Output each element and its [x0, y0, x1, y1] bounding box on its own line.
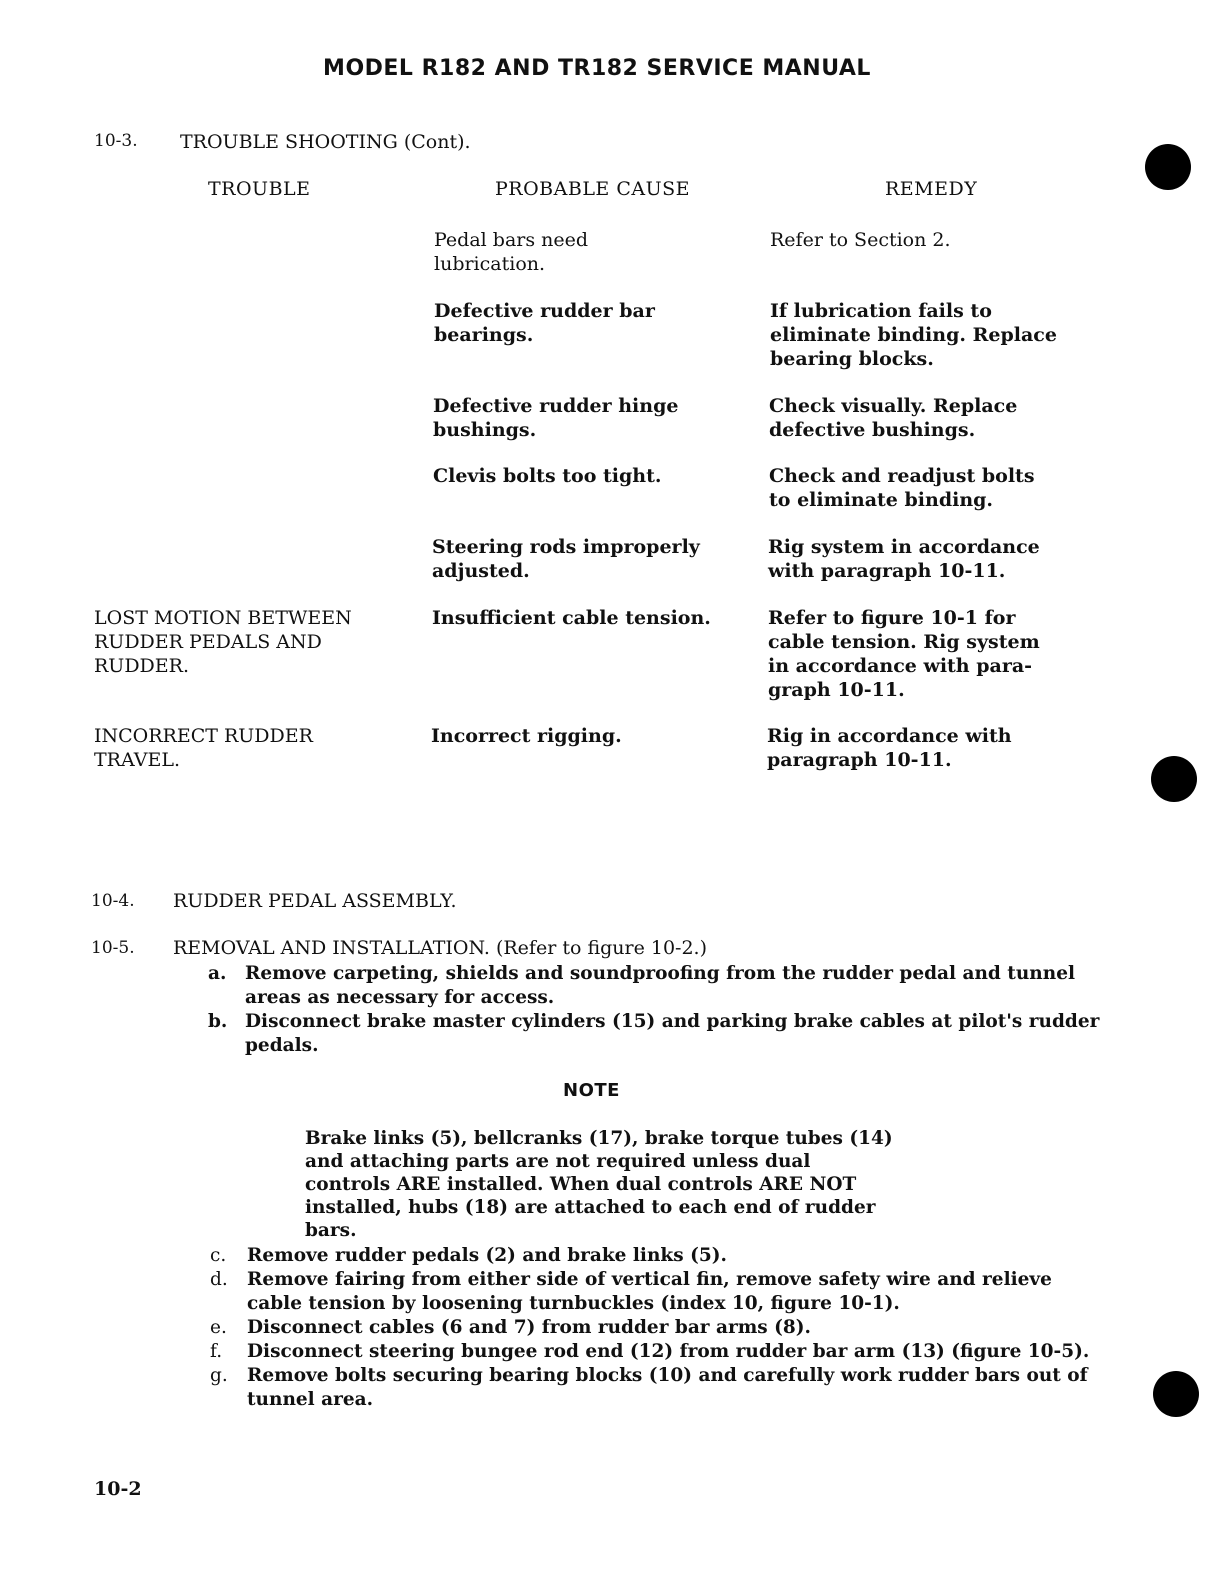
- list-item: [210, 1316, 1110, 1340]
- step-text: Disconnect brake master cylinders (15) and parking brake cables at pilot's rudder pedals.: [245, 1011, 1100, 1056]
- remedy-cell: Refer to Section 2.: [770, 229, 951, 251]
- cause-cell: Clevis bolts too tight.: [433, 465, 662, 487]
- remedy-cell: If lubrication fails to eliminate binding. Replace bearing blocks.: [770, 300, 1057, 370]
- cause-cell: Incorrect rigging.: [431, 725, 622, 747]
- step-text: Remove rudder pedals (2) and brake links (5).: [247, 1245, 727, 1266]
- step-letter: e.: [210, 1317, 227, 1338]
- trouble-cell: LOST MOTION BETWEEN RUDDER PEDALS AND RUDDER.: [94, 607, 352, 677]
- note-text: Brake links (5), bellcranks (17), brake torque tubes (14) and attaching parts are not required unless dual controls ARE installed. When dual controls ARE NOT installed, hubs (18) are attached to each end of rudder bars.: [305, 1128, 893, 1241]
- step-letter: d.: [210, 1269, 228, 1290]
- section-10-3-number: 10-3.: [94, 131, 138, 151]
- remedy-cell: Rig in accordance with paragraph 10-11.: [767, 725, 1012, 771]
- page-number: 10-2: [94, 1478, 142, 1500]
- steps-after-note: [210, 1244, 1110, 1412]
- manual-title: MODEL R182 AND TR182 SERVICE MANUAL: [323, 56, 871, 81]
- section-10-5-number: 10-5.: [91, 938, 135, 958]
- list-item: [208, 1010, 1108, 1058]
- list-item: [210, 1364, 1110, 1412]
- column-header-trouble: TROUBLE: [208, 178, 311, 200]
- binder-hole-top: [1145, 144, 1191, 190]
- list-item: [208, 962, 1108, 1010]
- list-item: [210, 1268, 1110, 1316]
- step-text: Disconnect steering bungee rod end (12) from rudder bar arm (13) (figure 10-5).: [247, 1341, 1090, 1362]
- cause-cell: Defective rudder hinge bushings.: [433, 395, 679, 441]
- trouble-cell: INCORRECT RUDDER TRAVEL.: [94, 725, 313, 771]
- step-letter: c.: [210, 1245, 227, 1266]
- note-heading: NOTE: [563, 1080, 620, 1101]
- binder-hole-middle: [1151, 756, 1197, 802]
- column-header-remedy: REMEDY: [885, 178, 978, 200]
- steps-before-note: [208, 962, 1108, 1058]
- cause-cell: Steering rods improperly adjusted.: [432, 536, 700, 582]
- step-text: Remove bolts securing bearing blocks (10) and carefully work rudder bars out of tunnel area.: [247, 1365, 1088, 1410]
- step-text: Disconnect cables (6 and 7) from rudder bar arms (8).: [247, 1317, 811, 1338]
- section-10-5-title: REMOVAL AND INSTALLATION. (Refer to figure 10-2.): [173, 937, 708, 959]
- cause-cell: Insufficient cable tension.: [432, 607, 711, 629]
- remedy-cell: Rig system in accordance with paragraph 10-11.: [768, 536, 1040, 582]
- column-header-probable-cause: PROBABLE CAUSE: [495, 178, 690, 200]
- remedy-cell: Refer to figure 10-1 for cable tension. Rig system in accordance with para- graph 10-11.: [768, 607, 1040, 701]
- step-text: Remove fairing from either side of vertical fin, remove safety wire and relieve cable tension by loosening turnbuckles (index 10, figure 10-1).: [247, 1269, 1052, 1314]
- list-item: [210, 1244, 1110, 1268]
- remedy-cell: Check visually. Replace defective bushings.: [769, 395, 1018, 441]
- cause-cell: Pedal bars need lubrication.: [434, 229, 589, 275]
- section-10-4-number: 10-4.: [91, 891, 135, 911]
- step-letter: b.: [208, 1011, 228, 1032]
- step-letter: a.: [208, 963, 227, 984]
- step-letter: f.: [210, 1341, 223, 1362]
- binder-hole-bottom: [1153, 1371, 1199, 1417]
- section-10-4-title: RUDDER PEDAL ASSEMBLY.: [173, 890, 457, 912]
- list-item: [210, 1340, 1110, 1364]
- step-letter: g.: [210, 1365, 228, 1386]
- cause-cell: Defective rudder bar bearings.: [434, 300, 655, 346]
- step-text: Remove carpeting, shields and soundproofing from the rudder pedal and tunnel areas as necessary for access.: [245, 963, 1075, 1008]
- section-10-3-title: TROUBLE SHOOTING (Cont).: [180, 131, 471, 153]
- remedy-cell: Check and readjust bolts to eliminate binding.: [769, 465, 1035, 511]
